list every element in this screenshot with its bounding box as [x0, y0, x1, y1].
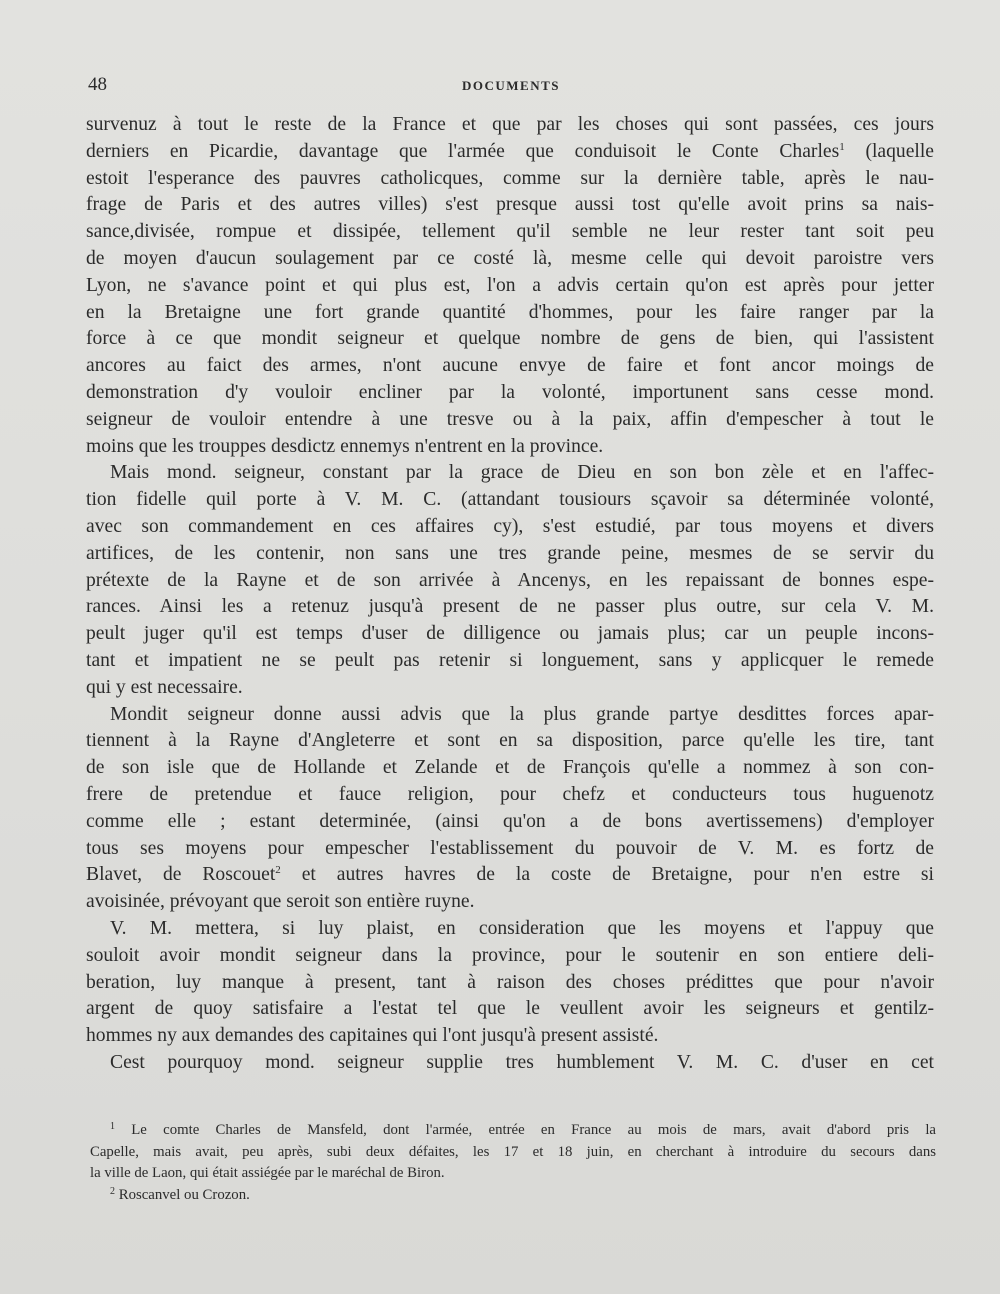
- text-line: V. M. mettera, si luy plaist, en consideration que les moyens et l'appuy que: [110, 917, 934, 939]
- body-text: [86, 112, 934, 1077]
- footnotes: [90, 1120, 936, 1206]
- text-line: argent de quoy satisfaire a l'estat tel que le veullent avoir les seigneurs et gentilz-: [86, 998, 934, 1020]
- text-segment: Blavet, de Roscouet: [86, 864, 276, 886]
- text-line: comme elle ; estant determinée, (ainsi qu'on a de bons avertissemens) d'employer: [86, 810, 934, 832]
- text-line: tous ses moyens pour empescher l'establissement du pouvoir de V. M. es fortz de: [86, 837, 934, 859]
- text-line: Mondit seigneur donne aussi advis que la plus grande partye desdittes forces apar-: [110, 703, 934, 725]
- text-line: tiennent à la Rayne d'Angleterre et sont en sa disposition, parce qu'elle les tire, tant: [86, 730, 934, 752]
- text-line: seigneur de vouloir entendre à une tresve ou à la paix, affin d'empescher à tout le: [86, 408, 934, 430]
- text-line: artifices, de les contenir, non sans une tres grande peine, mesmes de se servir du: [86, 542, 934, 564]
- text-segment: (laquelle: [865, 140, 934, 162]
- text-line: hommes ny aux demandes des capitaines qui l'ont jusqu'à present assisté.: [86, 1025, 659, 1047]
- text-line: en la Bretaigne une fort grande quantité d'hommes, pour les faire ranger par la: [86, 301, 934, 323]
- text-line: prétexte de la Rayne et de son arrivée à Ancenys, en les repaissant de bonnes espe-: [86, 569, 934, 591]
- footnote-ref: 1: [839, 140, 845, 153]
- running-head: DOCUMENTS: [461, 78, 560, 93]
- page-number: 48: [88, 74, 107, 95]
- text-line: [86, 139, 934, 166]
- text-segment: derniers en Picardie, davantage que l'armée que conduisoit le Conte Charles: [86, 140, 840, 162]
- text-segment: et autres havres de la coste de Bretaigne, pour n'en estre si: [301, 864, 934, 886]
- text-line: qui y est necessaire.: [86, 676, 243, 698]
- text-line: de moyen d'aucun soulagement par ce costé là, mesme celle qui devoit paroistre vers: [86, 247, 934, 269]
- text-line: Mais mond. seigneur, constant par la grace de Dieu en son bon zèle et en l'affec-: [110, 462, 934, 484]
- text-line: tion fidelle quil porte à V. M. C. (attandant tousiours sçavoir sa déterminée volonté,: [86, 489, 934, 511]
- text-line: de son isle que de Hollande et Zelande et de François qu'elle a nommez à son con-: [86, 757, 934, 779]
- footnote-mark: 2: [110, 1185, 115, 1197]
- text-line: frage de Paris et des autres villes) s'est presque aussi tost qu'elle avoit prins sa nais-: [86, 194, 934, 216]
- footnote-mark: 1: [110, 1121, 115, 1132]
- text-line: sance,divisée, rompue et dissipée, tellement qu'il semble ne leur rester tant soit peu: [86, 221, 934, 243]
- footnote-text: Roscanvel ou Crozon.: [118, 1186, 250, 1203]
- text-line: Cest pourquoy mond. seigneur supplie tres humblement V. M. C. d'user en cet: [110, 1051, 934, 1073]
- footnote-line: [90, 1185, 936, 1207]
- text-line: peult juger qu'il est temps d'user de dilligence ou jamais plus; car un peuple incons-: [86, 623, 934, 645]
- text-line: demonstration d'y vouloir encliner par la volonté, importunent sans cesse mond.: [86, 381, 934, 403]
- text-line: moins que les trouppes desdictz ennemys n'entrent en la province.: [86, 435, 604, 457]
- footnote-text: Le comte Charles de Mansfeld, dont l'armée, entrée en France au mois de mars, avait d'abord pris la: [131, 1122, 936, 1138]
- text-line: frere de pretendue et fauce religion, pour chefz et conducteurs tous huguenotz: [86, 783, 934, 805]
- text-line: rances. Ainsi les a retenuz jusqu'à present de ne passer plus outre, sur cela V. M.: [86, 596, 934, 618]
- text-line: survenuz à tout le reste de la France et que par les choses qui sont passées, ces jours: [86, 114, 934, 135]
- text-line: estoit l'esperance des pauvres catholicques, comme sur la dernière table, après le nau-: [86, 167, 934, 189]
- text-line: ancores au faict des armes, n'ont aucune envye de faire et font ancor moings de: [86, 355, 934, 377]
- footnote-line: [90, 1120, 936, 1142]
- text-line: force à ce que mondit seigneur et quelque nombre de gens de bien, qui l'assistent: [86, 328, 934, 350]
- text-line: avec son commandement en ces affaires cy), s'est estudié, par tous moyens et divers: [86, 515, 934, 537]
- text-line: [86, 862, 934, 889]
- text-line: tant et impatient ne se peult pas retenir si longuement, sans y applicquer le remede: [86, 649, 934, 671]
- footnote-ref: 2: [275, 864, 281, 877]
- text-line: beration, luy manque à present, tant à raison des choses prédittes que pour n'avoir: [86, 971, 934, 993]
- text-line: souloit avoir mondit seigneur dans la province, pour le soutenir en son entiere deli-: [86, 944, 934, 966]
- text-line: avoisinée, prévoyant que seroit son entière ruyne.: [86, 891, 475, 913]
- footnote-line: Capelle, mais avait, peu après, subi deux défaites, les 17 et 18 juin, en cherchant à introduire du secours dans: [90, 1143, 936, 1160]
- text-line: Lyon, ne s'avance point et qui plus est, l'on a advis certain qu'on est après pour jetter: [86, 274, 934, 296]
- footnote-line: la ville de Laon, qui était assiégée par le maréchal de Biron.: [90, 1165, 445, 1181]
